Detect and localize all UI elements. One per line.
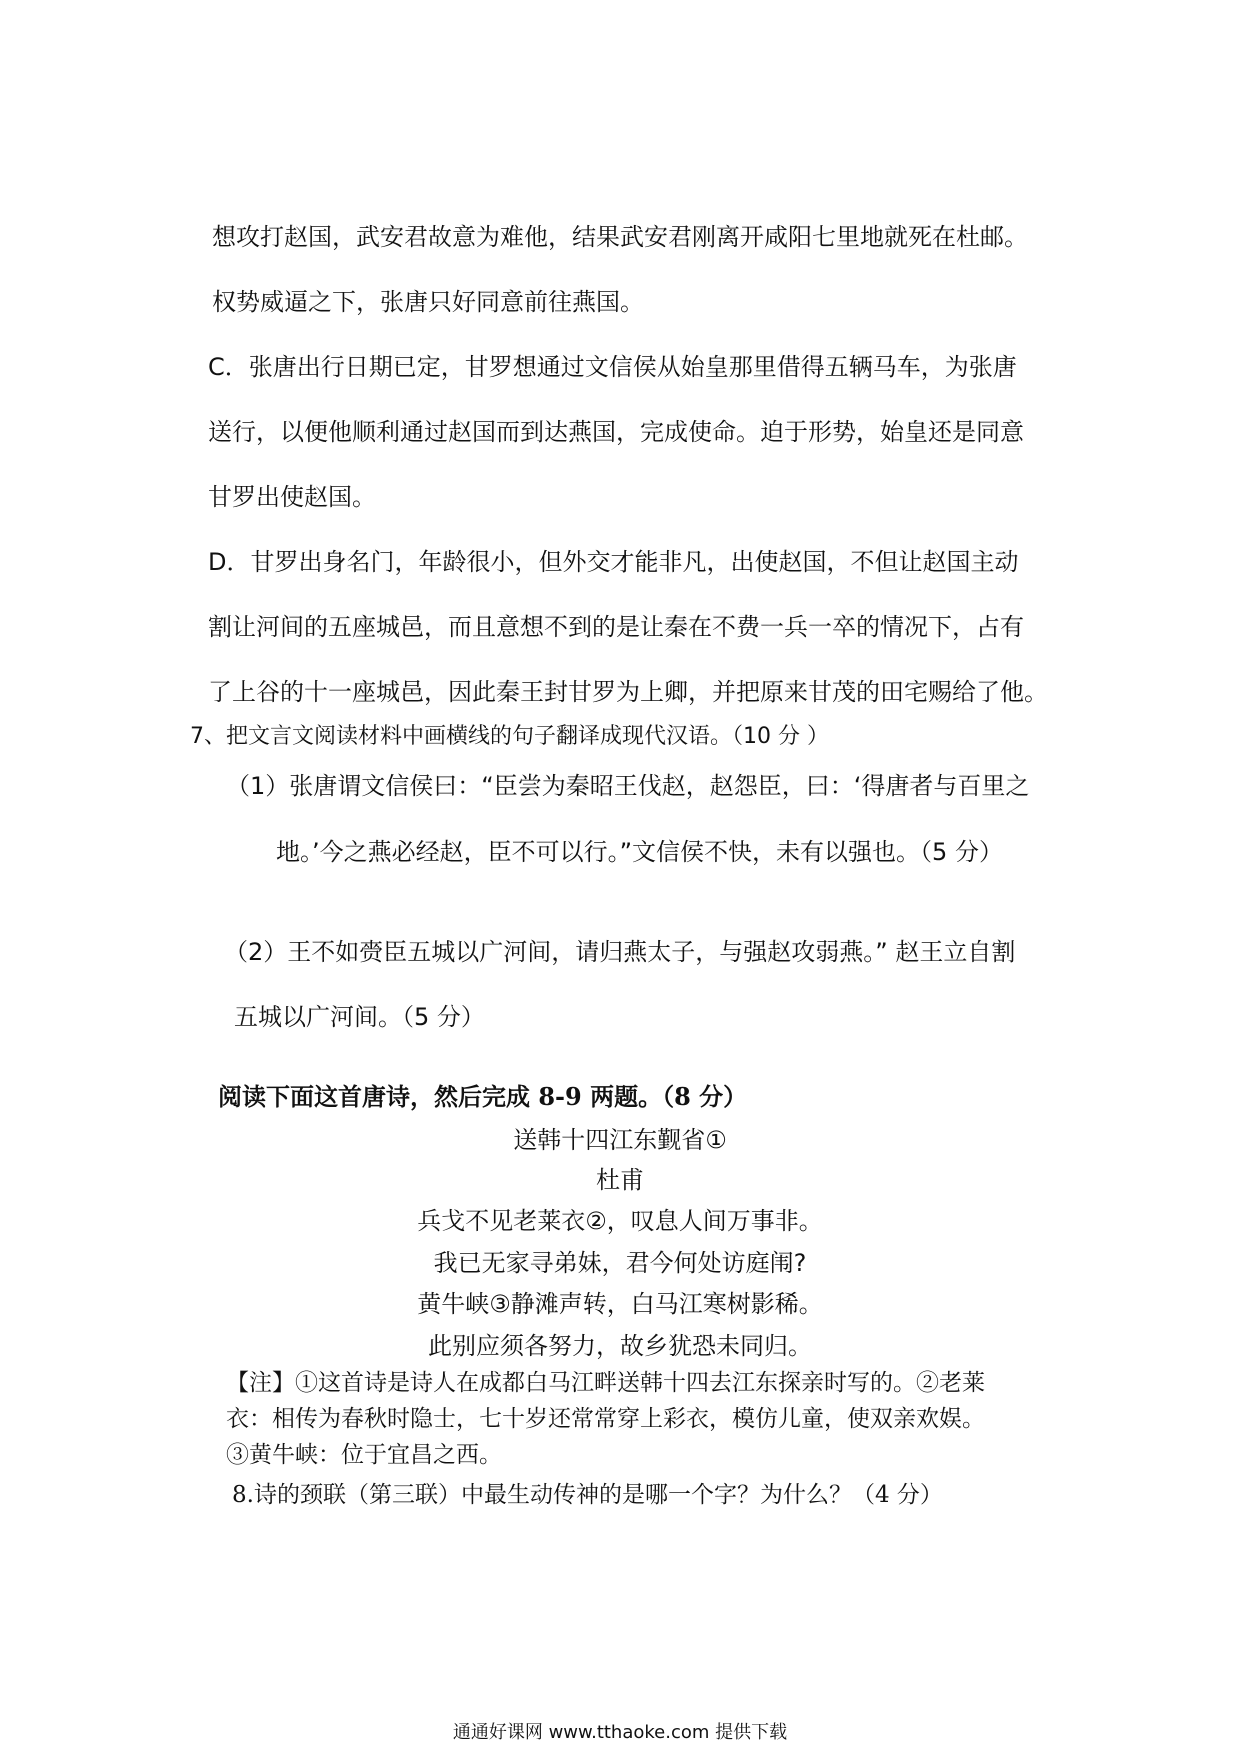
question-7-item-1-line-2: 地。’今之燕必经赵，臣不可以行。”文信侯不快，未有以强也。（5 分）	[276, 838, 1003, 866]
poem-title: 送韩十四江东觐省①	[513, 1126, 727, 1154]
option-c-line-3: 甘罗出使赵国。	[208, 483, 376, 511]
poem-note-line-3: ③黄牛峡：位于宜昌之西。	[226, 1442, 502, 1468]
poem-line-2: 我已无家寻弟妹，君今何处访庭闱?	[433, 1249, 807, 1277]
poem-note-line-2: 衣：相传为春秋时隐士，七十岁还常常穿上彩衣，模仿儿童，使双亲欢娱。	[226, 1406, 985, 1432]
option-d-line-3: 了上谷的十一座城邑，因此秦王封甘罗为上卿，并把原来甘茂的田宅赐给了他。	[208, 678, 1048, 706]
option-c-line-1: C．张唐出行日期已定，甘罗想通过文信侯从始皇那里借得五辆马车，为张唐	[208, 353, 1017, 381]
option-b-line-2: 权势威逼之下，张唐只好同意前往燕国。	[212, 288, 644, 316]
poem-line-3: 黄牛峡③静滩声转，白马江寒树影稀。	[417, 1290, 823, 1318]
poem-line-4: 此别应须各努力，故乡犹恐未同归。	[428, 1332, 812, 1360]
poem-line-1: 兵戈不见老莱衣②，叹息人间万事非。	[417, 1207, 823, 1235]
option-d-line-2: 割让河间的五座城邑，而且意想不到的是让秦在不费一兵一卒的情况下，占有	[208, 613, 1024, 641]
poem-note-line-1: 【注】①这首诗是诗人在成都白马江畔送韩十四去江东探亲时写的。②老莱	[226, 1370, 985, 1396]
question-8-prompt: 8.诗的颈联（第三联）中最生动传神的是哪一个字？为什么？（4 分）	[232, 1482, 943, 1508]
poem-author: 杜甫	[596, 1166, 644, 1194]
option-c-line-2: 送行，以便他顺利通过赵国而到达燕国，完成使命。迫于形势，始皇还是同意	[208, 418, 1024, 446]
page-footer: 通通好课网 www.tthaoke.com 提供下载	[452, 1722, 788, 1743]
poem-instruction: 阅读下面这首唐诗，然后完成 8-9 两题。（8 分）	[218, 1082, 748, 1111]
option-d-line-1: D．甘罗出身名门，年龄很小，但外交才能非凡，出使赵国，不但让赵国主动	[208, 548, 1019, 576]
option-b-line-1: 想攻打赵国，武安君故意为难他，结果武安君刚离开咸阳七里地就死在杜邮。	[212, 223, 1028, 251]
question-7-item-2-line-1: （2）王不如赍臣五城以广河间，请归燕太子，与强赵攻弱燕。” 赵王立自割	[224, 938, 1016, 966]
question-7-prompt: 7、把文言文阅读材料中画横线的句子翻译成现代汉语。（10 分 ）	[190, 724, 829, 749]
question-7-item-2-line-2: 五城以广河间。（5 分）	[234, 1003, 485, 1031]
question-7-item-1-line-1: （1）张唐谓文信侯曰：“臣尝为秦昭王伐赵，赵怨臣，曰：‘得唐者与百里之	[226, 772, 1030, 800]
